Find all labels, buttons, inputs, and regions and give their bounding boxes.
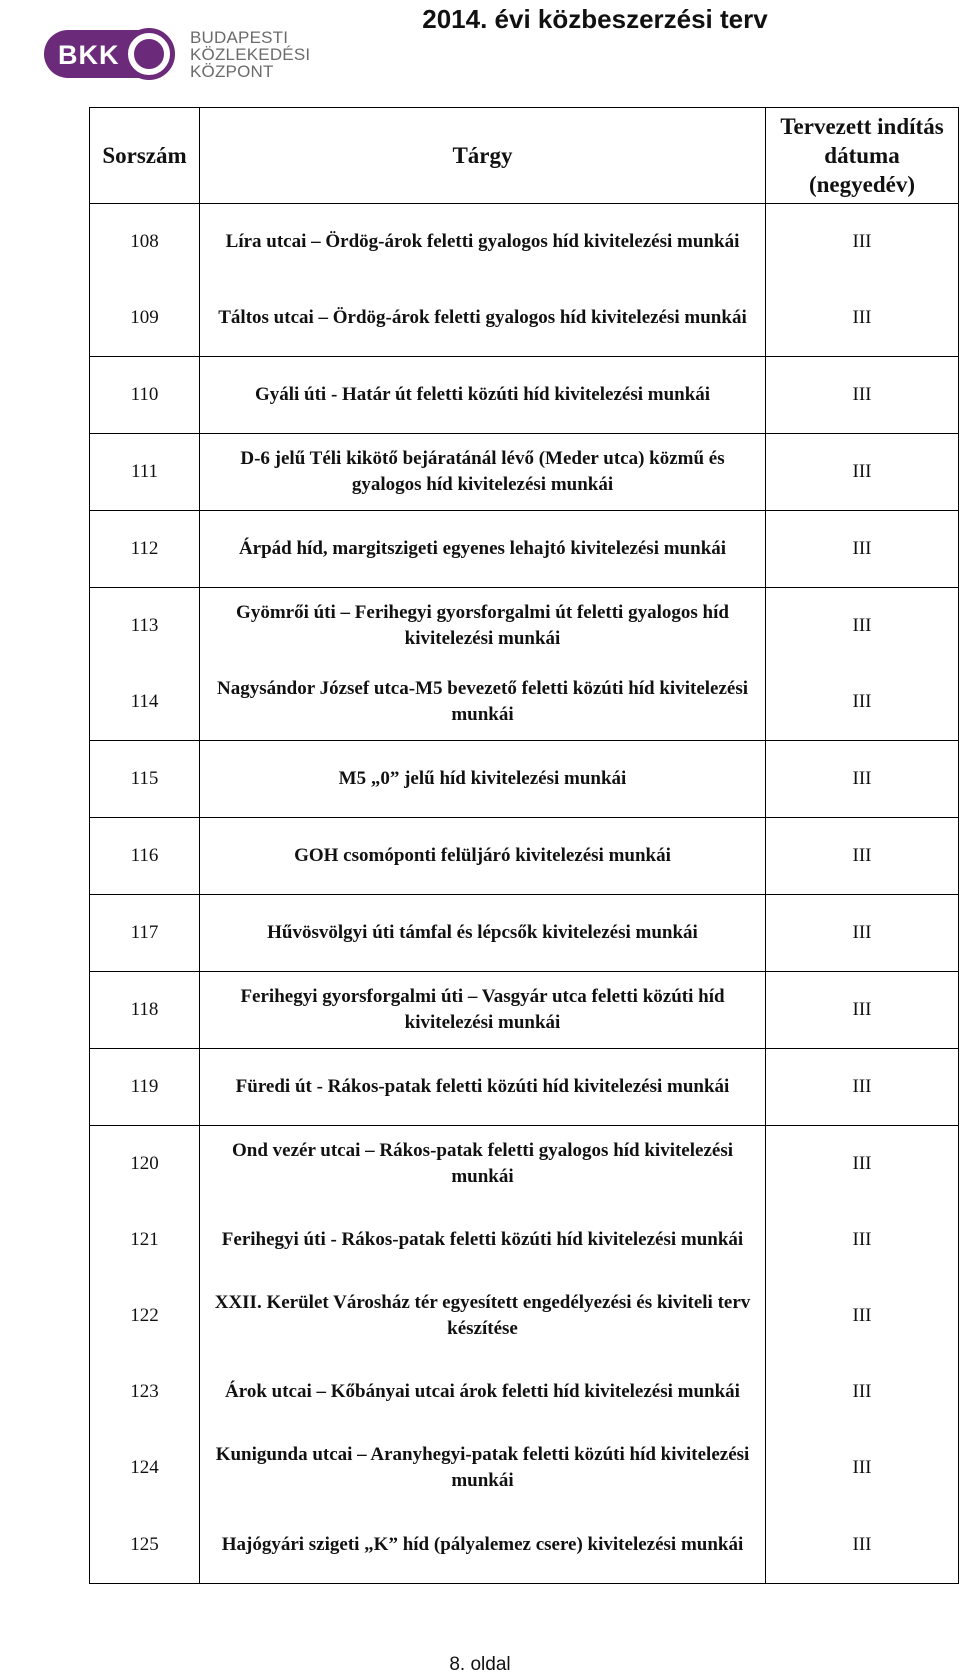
row-quarter-cell: III: [766, 511, 959, 588]
row-number-cell: 108: [90, 204, 200, 281]
table-row: [90, 972, 959, 1049]
row-subject-cell: Kunigunda utcai – Aranyhegyi-patak feletti közúti híd kivitelezési munkái: [200, 1430, 766, 1506]
row-quarter-cell: III: [766, 1506, 959, 1584]
row-quarter-cell: III: [766, 1278, 959, 1354]
row-number-cell: 121: [90, 1202, 200, 1278]
table-row: [90, 1354, 959, 1430]
table-row: [90, 204, 959, 281]
row-quarter-cell: III: [766, 895, 959, 972]
bkk-logo-badge: [42, 24, 176, 84]
row-number-cell: 111: [90, 434, 200, 511]
table-row: [90, 511, 959, 588]
page-number: 8. oldal: [449, 1654, 511, 1675]
row-subject-cell: Füredi út - Rákos-patak feletti közúti híd kivitelezési munkái: [200, 1049, 766, 1126]
table-row: [90, 1202, 959, 1278]
row-subject-cell: Ferihegyi úti - Rákos-patak feletti közúti híd kivitelezési munkái: [200, 1202, 766, 1278]
row-quarter-cell: III: [766, 972, 959, 1049]
row-number-cell: 118: [90, 972, 200, 1049]
row-quarter-cell: III: [766, 204, 959, 281]
table-header-row: [90, 108, 959, 204]
table-row: [90, 1430, 959, 1506]
row-subject-cell: Gyömrői úti – Ferihegyi gyorsforgalmi út feletti gyalogos híd kivitelezési munkái: [200, 588, 766, 665]
column-header-start-quarter: Tervezett indítás dátuma (negyedév): [766, 108, 959, 204]
row-number-cell: 120: [90, 1126, 200, 1203]
row-subject-cell: D-6 jelű Téli kikötő bejáratánál lévő (Meder utca) közmű és gyalogos híd kivitelezési munkái: [200, 434, 766, 511]
row-subject-cell: Hajógyári szigeti „K” híd (pályalemez csere) kivitelezési munkái: [200, 1506, 766, 1584]
row-subject-cell: Nagysándor József utca-M5 bevezető feletti közúti híd kivitelezési munkái: [200, 664, 766, 741]
table-row: [90, 357, 959, 434]
row-number-cell: 122: [90, 1278, 200, 1354]
logo-org-line: KÖZLEKEDÉSI: [190, 44, 311, 64]
bkk-logo-icon: [42, 24, 176, 84]
table-row: [90, 818, 959, 895]
row-number-cell: 123: [90, 1354, 200, 1430]
table-row: [90, 588, 959, 665]
row-number-cell: 119: [90, 1049, 200, 1126]
row-subject-cell: Ond vezér utcai – Rákos-patak feletti gyalogos híd kivitelezési munkái: [200, 1126, 766, 1203]
row-subject-cell: Árpád híd, margitszigeti egyenes lehajtó kivitelezési munkái: [200, 511, 766, 588]
row-subject-cell: Táltos utcai – Ördög-árok feletti gyalogos híd kivitelezési munkái: [200, 280, 766, 357]
row-subject-cell: M5 „0” jelű híd kivitelezési munkái: [200, 741, 766, 818]
table-row: [90, 434, 959, 511]
row-quarter-cell: III: [766, 434, 959, 511]
table-row: [90, 280, 959, 357]
row-number-cell: 116: [90, 818, 200, 895]
row-number-cell: 113: [90, 588, 200, 665]
row-subject-cell: Ferihegyi gyorsforgalmi úti – Vasgyár utca feletti közúti híd kivitelezési munkái: [200, 972, 766, 1049]
row-number-cell: 124: [90, 1430, 200, 1506]
row-number-cell: 109: [90, 280, 200, 357]
row-quarter-cell: III: [766, 664, 959, 741]
table-row: [90, 1506, 959, 1584]
row-quarter-cell: III: [766, 741, 959, 818]
table-row: [90, 895, 959, 972]
column-header-number: Sorszám: [90, 108, 200, 204]
row-subject-cell: GOH csomóponti felüljáró kivitelezési munkái: [200, 818, 766, 895]
logo-org-line: BUDAPESTI: [190, 27, 289, 47]
row-subject-cell: Hűvösvölgyi úti támfal és lépcsők kivitelezési munkái: [200, 895, 766, 972]
row-subject-cell: Árok utcai – Kőbányai utcai árok feletti híd kivitelezési munkái: [200, 1354, 766, 1430]
row-number-cell: 117: [90, 895, 200, 972]
table-row: [90, 741, 959, 818]
row-number-cell: 114: [90, 664, 200, 741]
table-row: [90, 1278, 959, 1354]
row-number-cell: 115: [90, 741, 200, 818]
row-quarter-cell: III: [766, 1049, 959, 1126]
logo-org-line: KÖZPONT: [190, 61, 274, 81]
row-quarter-cell: III: [766, 1430, 959, 1506]
row-subject-cell: Gyáli úti - Határ út feletti közúti híd kivitelezési munkái: [200, 357, 766, 434]
row-number-cell: 125: [90, 1506, 200, 1584]
page-header: [0, 0, 960, 100]
table-row: [90, 1049, 959, 1126]
row-quarter-cell: III: [766, 818, 959, 895]
document-title: 2014. évi közbeszerzési terv: [422, 4, 768, 34]
row-subject-cell: Líra utcai – Ördög-árok feletti gyalogos híd kivitelezési munkái: [200, 204, 766, 281]
row-quarter-cell: III: [766, 588, 959, 665]
table-row: [90, 1126, 959, 1203]
row-quarter-cell: III: [766, 1126, 959, 1203]
row-number-cell: 110: [90, 357, 200, 434]
procurement-plan-table: [89, 107, 959, 1584]
logo-badge-text: BKK: [58, 40, 120, 70]
table-row: [90, 664, 959, 741]
column-header-subject: Tárgy: [200, 108, 766, 204]
row-subject-cell: XXII. Kerület Városház tér egyesített engedélyezési és kiviteli terv készítése: [200, 1278, 766, 1354]
row-number-cell: 112: [90, 511, 200, 588]
row-quarter-cell: III: [766, 357, 959, 434]
logo-org-name: [190, 29, 310, 80]
row-quarter-cell: III: [766, 280, 959, 357]
row-quarter-cell: III: [766, 1354, 959, 1430]
row-quarter-cell: III: [766, 1202, 959, 1278]
